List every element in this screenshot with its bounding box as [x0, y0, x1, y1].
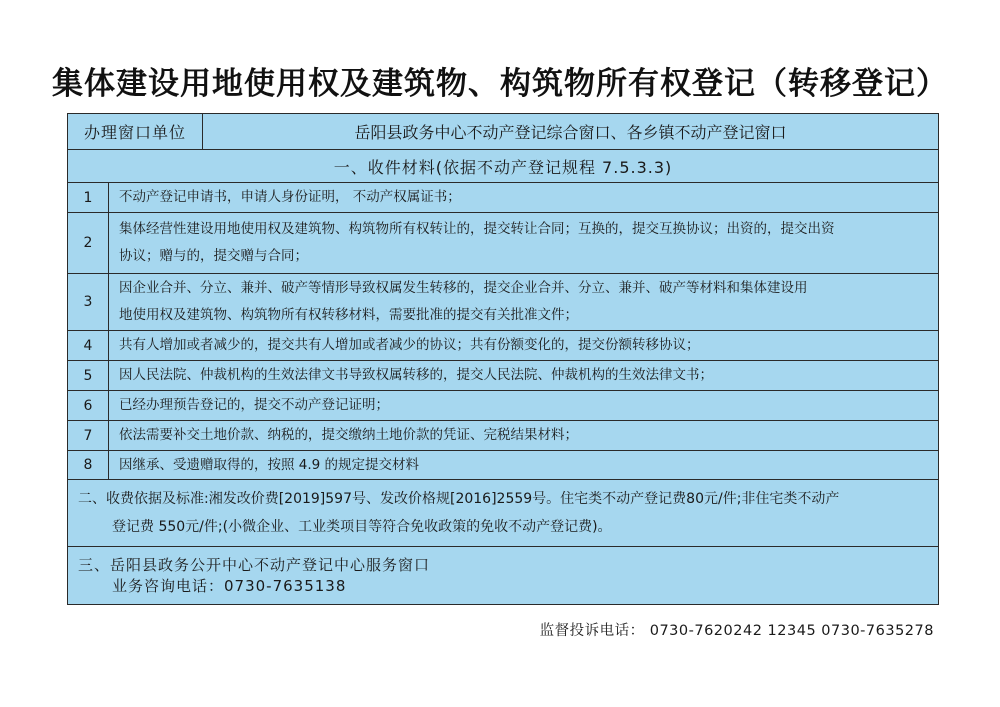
material-line: 集体经营性建设用地使用权及建筑物、构筑物所有权转让的，提交转让合同；互换的，提交互换协议；出资的，提交出资	[119, 221, 835, 237]
material-text	[109, 361, 938, 390]
material-text	[109, 421, 938, 450]
material-number: 2	[68, 213, 109, 273]
materials-heading: 一、收件材料(依据不动产登记规程 7.5.3.3)	[68, 150, 938, 183]
material-line: 因企业合并、分立、兼并、破产等情形导致权属发生转移的，提交企业合并、分立、兼并、破产等材料和集体建设用	[119, 280, 808, 296]
material-row	[68, 274, 938, 331]
material-number: 3	[68, 274, 109, 330]
material-row	[68, 421, 938, 451]
material-row	[68, 331, 938, 361]
fee-line: 二、收费依据及标准:湘发改价费[2019]597号、发改价格规[2016]2559号。住宅类不动产登记费80元/件;非住宅类不动产	[78, 491, 840, 507]
material-text	[109, 274, 938, 330]
window-unit-value: 岳阳县政务中心不动产登记综合窗口、各乡镇不动产登记窗口	[354, 123, 787, 142]
material-line: 已经办理预告登记的，提交不动产登记证明；	[119, 397, 389, 413]
material-line: 不动产登记申请书，申请人身份证明， 不动产权属证书；	[119, 189, 461, 205]
material-row	[68, 361, 938, 391]
fee-section	[68, 480, 938, 547]
material-line: 地使用权及建筑物、构筑物所有权转移材料，需要批准的提交有关批准文件；	[119, 307, 578, 323]
material-line: 协议；赠与的，提交赠与合同；	[119, 248, 308, 264]
window-unit-label: 办理窗口单位	[68, 114, 203, 149]
material-line: 依法需要补交土地价款、纳税的，提交缴纳土地价款的凭证、完税结果材料；	[119, 427, 578, 443]
page-title: 集体建设用地使用权及建筑物、构筑物所有权登记（转移登记）	[52, 66, 948, 102]
office-phone: 业务咨询电话：0730-7635138	[112, 576, 347, 595]
material-text	[109, 213, 938, 273]
material-line: 共有人增加或者减少的，提交共有人增加或者减少的协议；共有份额变化的，提交份额转移协议；	[119, 337, 700, 353]
complaint-hotline: 监督投诉电话： 0730-7620242 12345 0730-7635278	[539, 623, 934, 639]
material-row	[68, 391, 938, 421]
material-line: 因继承、受遗赠取得的，按照 4.9 的规定提交材料	[119, 456, 420, 473]
office-section	[68, 547, 938, 604]
material-number: 8	[68, 451, 109, 479]
material-row	[68, 183, 938, 213]
material-number: 1	[68, 183, 109, 212]
material-number: 5	[68, 361, 109, 390]
material-row	[68, 213, 938, 274]
office-name: 三、岳阳县政务公开中心不动产登记中心服务窗口	[78, 555, 431, 574]
material-text	[109, 183, 938, 212]
material-number: 7	[68, 421, 109, 450]
material-text	[109, 391, 938, 420]
material-text	[109, 331, 938, 360]
material-number: 6	[68, 391, 109, 420]
material-row	[68, 451, 938, 480]
material-number: 4	[68, 331, 109, 360]
material-text	[109, 451, 938, 479]
info-table	[67, 113, 939, 605]
material-line: 因人民法院、仲裁机构的生效法律文书导致权属转移的，提交人民法院、仲裁机构的生效法律文书；	[119, 367, 713, 383]
fee-line: 登记费 550元/件;(小微企业、工业类项目等符合免收政策的免收不动产登记费)。	[112, 519, 612, 535]
window-unit-row	[68, 114, 938, 150]
